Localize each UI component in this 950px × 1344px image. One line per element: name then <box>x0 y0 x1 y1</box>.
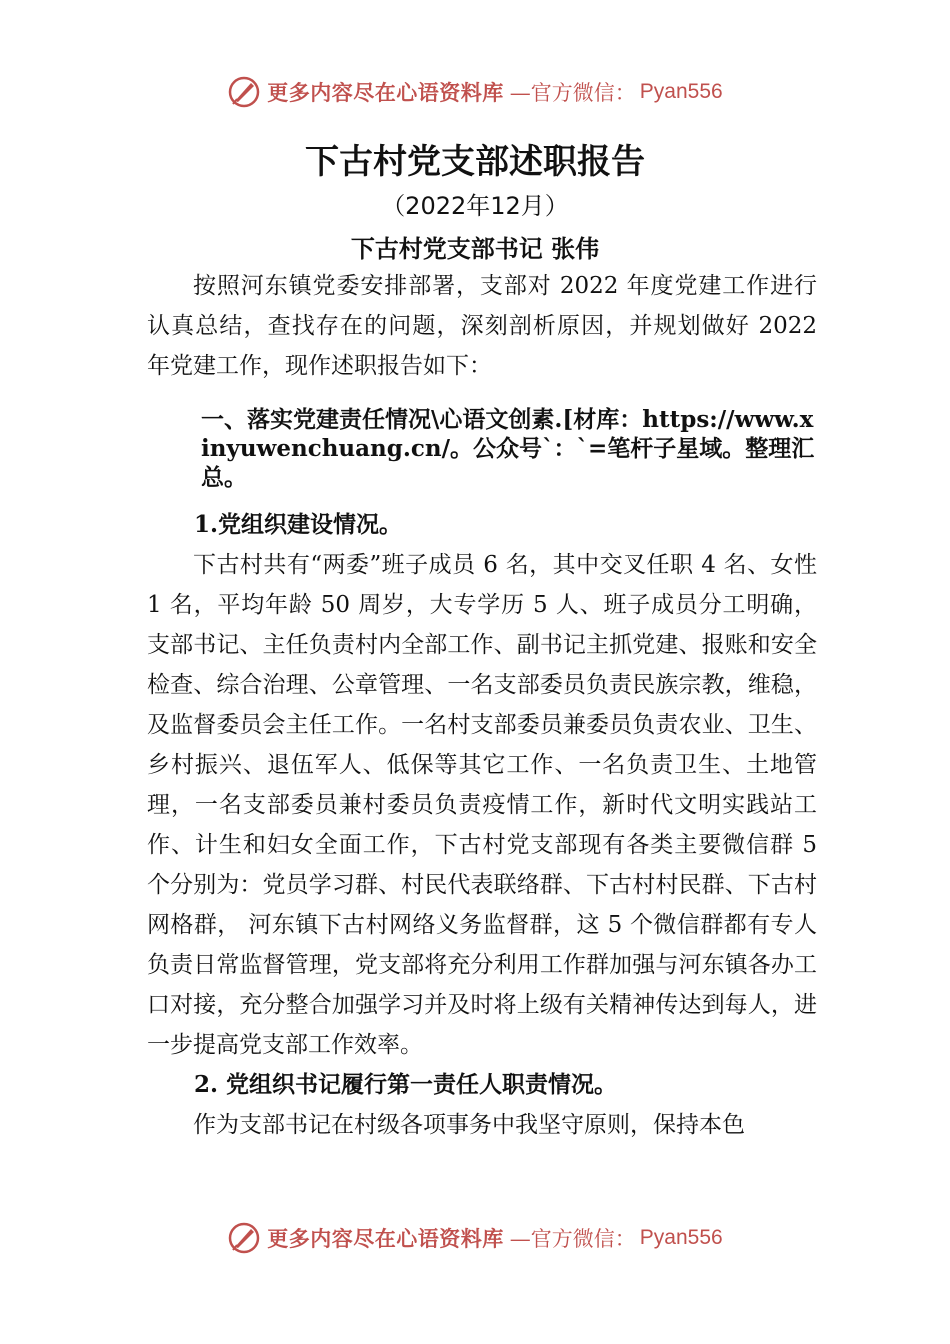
document-title: 下古村党支部述职报告 <box>305 142 645 182</box>
sub1-heading: 1.党组织建设情况。 <box>194 511 403 538</box>
document-author: 下古村党支部书记 张伟 <box>350 235 600 263</box>
quill-logo-icon <box>227 75 261 109</box>
header-banner-separator: —官方微信： <box>509 81 636 105</box>
sub1-block <box>147 505 817 1145</box>
footer-banner-text: 更多内容尽在心语资料库 <box>267 1226 504 1251</box>
quill-logo-icon <box>227 1221 261 1255</box>
document-body <box>147 266 817 386</box>
section1-heading: 一、落实党建责任情况\心语文创素.[材库：https://www.xinyuwenchuang.cn/。公众号`：`=笔杆子星域。整理汇总。 <box>201 406 815 491</box>
document-date: （2022年12月） <box>381 192 569 220</box>
footer-banner-separator: —官方微信： <box>509 1227 636 1251</box>
footer-banner <box>0 1218 950 1258</box>
header-banner-text: 更多内容尽在心语资料库 <box>267 80 504 105</box>
intro-paragraph: 按照河东镇党委安排部署，支部对 2022 年度党建工作进行认真总结，查找存在的问题，深刻剖析原因，并规划做好 2022 年党建工作，现作述职报告如下： <box>147 273 817 379</box>
sub2-heading: 2. 党组织书记履行第一责任人职责情况。 <box>194 1071 618 1098</box>
sub2-body: 作为支部书记在村级各项事务中我坚守原则，保持本色 <box>193 1112 745 1138</box>
section1-block <box>147 405 817 492</box>
sub1-body: 下古村共有“两委”班子成员 6 名，其中交叉任职 4 名、女性 1 名，平均年龄 50 周岁，大专学历 5 人、班子成员分工明确，支部书记、主任负责村内全部工作、副书记主抓党建、报账和安全检查、综合治理、公章管理、一名支部委员负责民族宗教，维稳，及监督委员会主任工作。一名村支部委员兼委员负责农业、卫生、乡村振兴、退伍军人、低保等其它工作、一名负责卫生、土地管理，一名支部委员兼村委员负责疫情工作，新时代文明实践站工作、计生和妇女全面工作，下古村党支部现有各类主要微信群 5 个分别为：党员学习群、村民代表联络群、下古村村民群、下古村网格群， 河东镇下古村网络义务监督群，这 5 个微信群都有专人负责日常监督管理，党支部将充分利用工作群加强与河东镇各办工口对接，充分整合加强学习并及时将上级有关精神传达到每人，进一步提高党支部工作效率。 <box>147 552 817 1058</box>
header-banner <box>0 72 950 112</box>
header-banner-handle: Pyan556 <box>639 80 723 103</box>
footer-banner-handle: Pyan556 <box>639 1226 723 1249</box>
